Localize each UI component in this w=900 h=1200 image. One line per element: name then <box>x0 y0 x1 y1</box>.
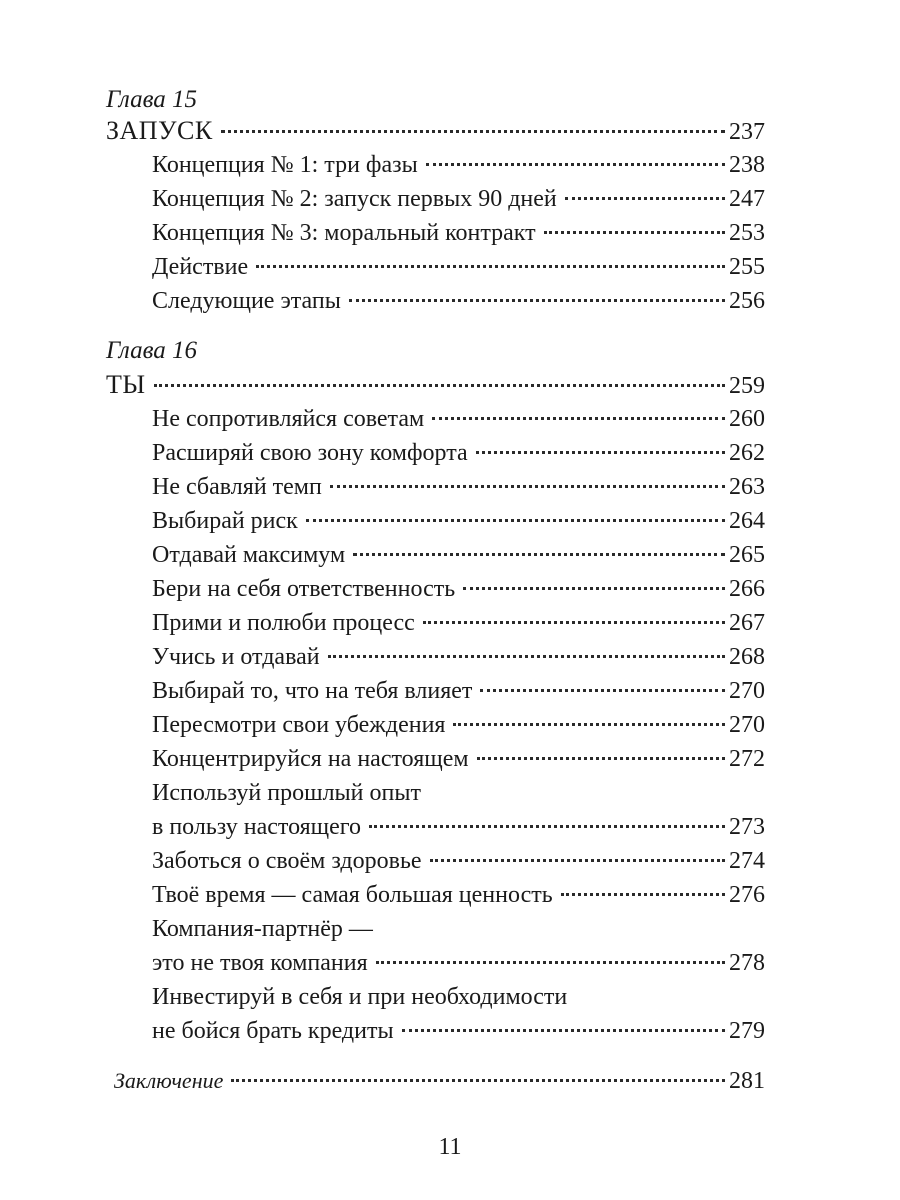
toc-entry[interactable] <box>152 710 765 740</box>
toc-entry-title: ТЫ <box>106 370 146 399</box>
dot-leader <box>426 163 725 166</box>
dot-leader <box>402 1029 725 1032</box>
toc-entry-title: Не сопротивляйся советам <box>152 406 425 432</box>
toc-entry-title: Прими и полюби процесс <box>152 610 415 636</box>
chapter-16-label: Глава 16 <box>106 337 198 364</box>
toc-entry-page: 267 <box>729 610 765 636</box>
dot-leader <box>480 689 725 692</box>
toc-entry-page: 268 <box>729 644 765 670</box>
toc-entry-title: Бери на себя ответственность <box>152 576 456 602</box>
toc-entry-page: 270 <box>729 712 765 738</box>
toc-entry-page: 238 <box>729 152 765 178</box>
dot-leader <box>423 621 725 624</box>
toc-entry-conclusion[interactable] <box>114 1066 765 1096</box>
dot-leader <box>328 655 725 658</box>
toc-entry-page: 272 <box>729 746 765 772</box>
toc-entry[interactable] <box>152 438 765 468</box>
dot-leader <box>221 130 725 133</box>
toc-entry[interactable] <box>152 948 765 978</box>
dot-leader <box>353 553 725 556</box>
toc-entry-title: Пересмотри свои убеждения <box>152 712 446 738</box>
toc-entry-chapter-15[interactable] <box>106 116 765 147</box>
toc-entry-title: ЗАПУСК <box>106 116 213 145</box>
toc-entry-page: 253 <box>729 220 765 246</box>
dot-leader <box>561 893 725 896</box>
toc-entry[interactable] <box>152 286 765 316</box>
toc-entry[interactable] <box>152 184 765 214</box>
toc-entry-page: 255 <box>729 254 765 280</box>
page-number: 11 <box>438 1134 462 1160</box>
dot-leader <box>476 451 725 454</box>
toc-entry-page: 264 <box>729 508 765 534</box>
dot-leader <box>432 417 725 420</box>
toc-entry-page: 260 <box>729 406 765 432</box>
toc-entry-title: не бойся брать кредиты <box>152 1018 394 1044</box>
toc-entry[interactable] <box>152 574 765 604</box>
toc-entry-page: 265 <box>729 542 765 568</box>
toc-entry-page: 237 <box>729 119 765 145</box>
dot-leader <box>154 384 725 387</box>
toc-entry-title: Концепция № 1: три фазы <box>152 152 418 178</box>
toc-entry-title: Учись и отдавай <box>152 644 320 670</box>
toc-entry-title-line1[interactable]: Компания-партнёр — <box>152 916 373 942</box>
toc-entry-title: Концепция № 3: моральный контракт <box>152 220 536 246</box>
toc-entry-page: 273 <box>729 814 765 840</box>
toc-entry-title: Заключение <box>114 1068 224 1093</box>
toc-entry-page: 263 <box>729 474 765 500</box>
toc-entry[interactable] <box>152 846 765 876</box>
toc-entry-title-line1[interactable]: Используй прошлый опыт <box>152 780 421 806</box>
toc-entry-title: Твоё время — самая большая ценность <box>152 882 553 908</box>
toc-entry[interactable] <box>152 676 765 706</box>
toc-entry-page: 262 <box>729 440 765 466</box>
toc-entry-title: Выбирай то, что на тебя влияет <box>152 678 473 704</box>
toc-entry-title: Концентрируйся на настоящем <box>152 746 469 772</box>
dot-leader <box>330 485 725 488</box>
chapter-15-label: Глава 15 <box>106 86 198 113</box>
toc-entry-page: 256 <box>729 288 765 314</box>
toc-entry[interactable] <box>152 472 765 502</box>
dot-leader <box>369 825 725 828</box>
toc-entry-page: 270 <box>729 678 765 704</box>
toc-entry-title: Заботься о своём здоровье <box>152 848 422 874</box>
dot-leader <box>349 299 725 302</box>
toc-entry-title-line1[interactable]: Инвестируй в себя и при необходимости <box>152 984 568 1010</box>
dot-leader <box>376 961 725 964</box>
toc-entry-title: в пользу настоящего <box>152 814 362 840</box>
toc-entry-title: Отдавай максимум <box>152 542 346 568</box>
toc-entry-title: Следующие этапы <box>152 288 341 314</box>
dot-leader <box>430 859 725 862</box>
toc-entry-chapter-16[interactable] <box>106 370 765 401</box>
toc-entry[interactable] <box>152 540 765 570</box>
dot-leader <box>231 1079 725 1082</box>
toc-entry[interactable] <box>152 642 765 672</box>
dot-leader <box>306 519 725 522</box>
toc-entry[interactable] <box>152 506 765 536</box>
toc-entry[interactable] <box>152 218 765 248</box>
dot-leader <box>453 723 725 726</box>
toc-entry[interactable] <box>152 812 765 842</box>
toc-entry[interactable] <box>152 744 765 774</box>
toc-entry-title: Концепция № 2: запуск первых 90 дней <box>152 186 557 212</box>
toc-entry-title: Расширяй свою зону комфорта <box>152 440 468 466</box>
dot-leader <box>544 231 725 234</box>
toc-entry-page: 266 <box>729 576 765 602</box>
toc-entry[interactable] <box>152 1016 765 1046</box>
toc-entry-page: 259 <box>729 373 765 399</box>
toc-entry-page: 279 <box>729 1018 765 1044</box>
toc-entry-title: это не твоя компания <box>152 950 368 976</box>
toc-entry-title: Не сбавляй темп <box>152 474 322 500</box>
toc-entry[interactable] <box>152 608 765 638</box>
toc-entry[interactable] <box>152 880 765 910</box>
toc-entry[interactable] <box>152 150 765 180</box>
toc-entry-page: 278 <box>729 950 765 976</box>
toc-entry-title: Выбирай риск <box>152 508 298 534</box>
dot-leader <box>565 197 725 200</box>
toc-entry-page: 274 <box>729 848 765 874</box>
toc-entry-page: 276 <box>729 882 765 908</box>
toc-entry-page: 281 <box>729 1068 765 1094</box>
toc-entry[interactable] <box>152 252 765 282</box>
dot-leader <box>463 587 725 590</box>
dot-leader <box>256 265 725 268</box>
dot-leader <box>477 757 725 760</box>
toc-entry-page: 247 <box>729 186 765 212</box>
toc-entry-title: Действие <box>152 254 249 280</box>
toc-entry[interactable] <box>152 404 765 434</box>
